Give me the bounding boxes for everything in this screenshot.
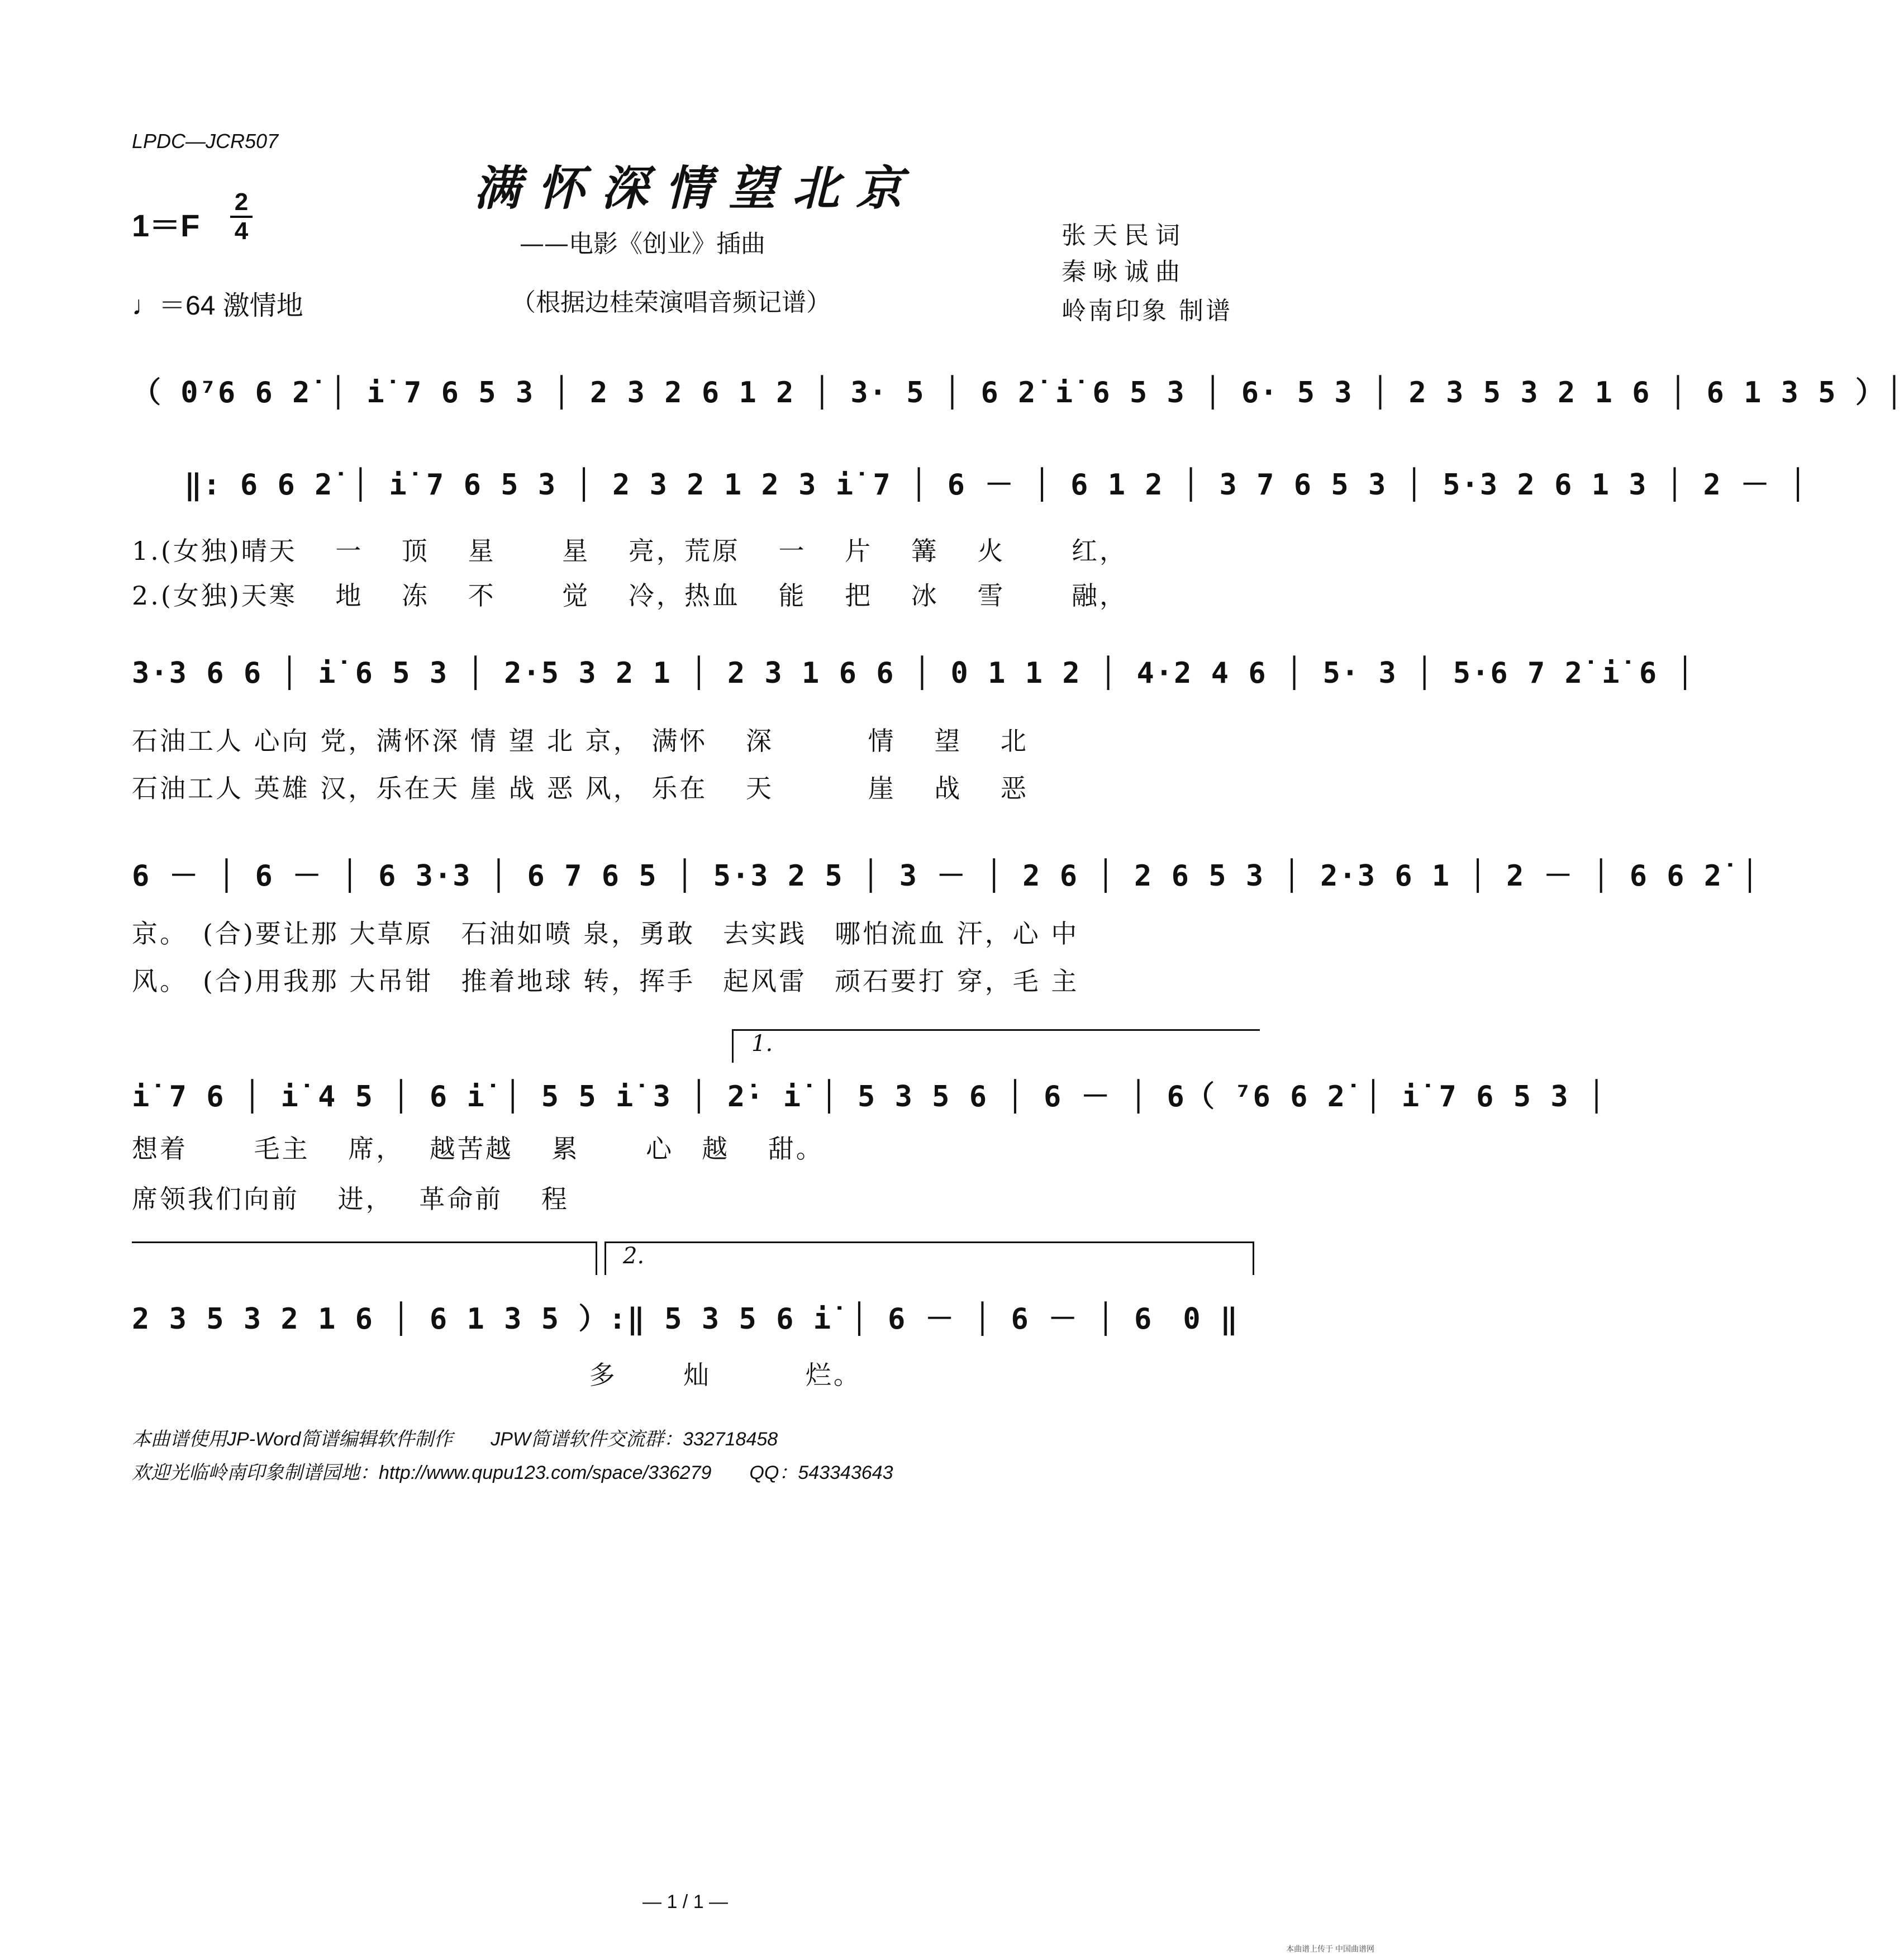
volta-1-label: 1. [751,1031,773,1057]
score-system-6: 2 3 5 3 2 1 6 │ 6 1 3 5 ）:‖ 5 3 5 6 i̇ │ 6 － │ 6 － │ 6 0 ‖ [132,1302,1239,1336]
key-signature: 1＝F [132,208,200,243]
score-system-5: i̇ 7 6 │ i̇ 4 5 │ 6 i̇ │ 5 5 i̇ 3 │ 2̇· i̇ │ 5 3 5 6 │ 6 － │ 6（ ⁷6 6 2̇ │ i̇ 7 6 5 3 │ [132,1080,1607,1114]
lyrics-line: 2.(女独)天寒 地 冻 不 觉 冷，热血 能 把 冰 雪 融， [132,581,1128,611]
lyrics-line: 席领我们向前 进， 革命前 程 [132,1184,569,1214]
transcription-note: （根据边桂荣演唱音频记谱） [511,288,831,317]
time-signature-top: 2 [234,188,249,216]
subtitle: ——电影《创业》插曲 [520,230,765,258]
composer-credit: 秦咏诚曲 [1062,258,1187,286]
tempo-marking: ♩＝64 激情地 [132,291,303,321]
volta-bracket-1-side [732,1029,734,1063]
page-number: — 1 / 1 — [642,1891,729,1913]
lyrics-line: 石油工人 心向 党，满怀深 情 望 北 京， 满怀 深 情 望 北 [132,726,1029,756]
score-system-1: （ 0⁷6 6 2̇ │ i̇ 7 6 5 3 │ 2 3 2 6 1 2 │ 3· 5 │ 6 2̇ i̇ 6 5 3 │ 6· 5 3 │ 2 3 5 3 2 1 6 │ 6 1 3 5 ）│ [132,376,1904,410]
arranger-credit: 岭南印象 制谱 [1062,297,1232,325]
lyrics-line: 多 灿 烂。 [132,1360,861,1390]
lyrics-line: 京。 (合)要让那 大草原 石油如喷 泉，勇敢 去实践 哪怕流血 汗，心 中 [132,919,1079,949]
time-signature-bottom: 4 [234,217,249,245]
lyrics-line: 1.(女独)晴天 一 顶 星 星 亮，荒原 一 片 篝 火 红， [132,536,1128,566]
lyrics-line: 石油工人 英雄 汉，乐在天 崖 战 恶 风， 乐在 天 崖 战 恶 [132,773,1029,803]
volta-bracket-1-end [596,1241,597,1275]
footer-line-1: 本曲谱使用JP-Word简谱编辑软件制作 JPW简谱软件交流群：332718458 [132,1429,778,1450]
volta-bracket-1 [732,1029,1260,1031]
lyrics-line: 风。 (合)用我那 大吊钳 推着地球 转，挥手 起风雷 顽石要打 穿，毛 主 [132,966,1079,996]
volta-bracket-1-continued [132,1241,596,1243]
time-signature [230,190,253,244]
page-title: 满怀深情望北京 [474,160,920,216]
score-system-4: 6 － │ 6 － │ 6 3·3 │ 6 7 6 5 │ 5·3 2 5 │ 3 － │ 2 6 │ 2 6 5 3 │ 2·3 6 1 │ 2 － │ 6 6 2̇ │ [132,859,1760,893]
score-code: LPDC—JCR507 [132,130,279,153]
volta-bracket-2-side [604,1241,606,1275]
volta-2-label: 2. [623,1243,645,1269]
lyrics-line: 想着 毛主 席， 越苦越 累 心 越 甜。 [132,1134,824,1164]
score-system-3: 3·3 6 6 │ i̇ 6 5 3 │ 2·5 3 2 1 │ 2 3 1 6 6 │ 0 1 1 2 │ 4·2 4 6 │ 5· 3 │ 5·6 7 2̇ i̇ 6 │ [132,656,1695,690]
score-system-2: ‖: 6 6 2̇ │ i̇ 7 6 5 3 │ 2 3 2 1 2 3 i̇ 7 │ 6 － │ 6 1 2 │ 3 7 6 5 3 │ 5·3 2 6 1 3 │ 2 － │ [184,468,1808,502]
volta-bracket-2 [604,1241,1254,1243]
watermark-stamp: 本曲谱上传于 中国曲谱网 [1286,1944,1374,1953]
footer-line-2: 欢迎光临岭南印象制谱园地：http://www.qupu123.com/space/336279 QQ：543343643 [132,1462,893,1483]
volta-bracket-2-end [1253,1241,1254,1275]
lyricist-credit: 张天民词 [1062,221,1187,250]
